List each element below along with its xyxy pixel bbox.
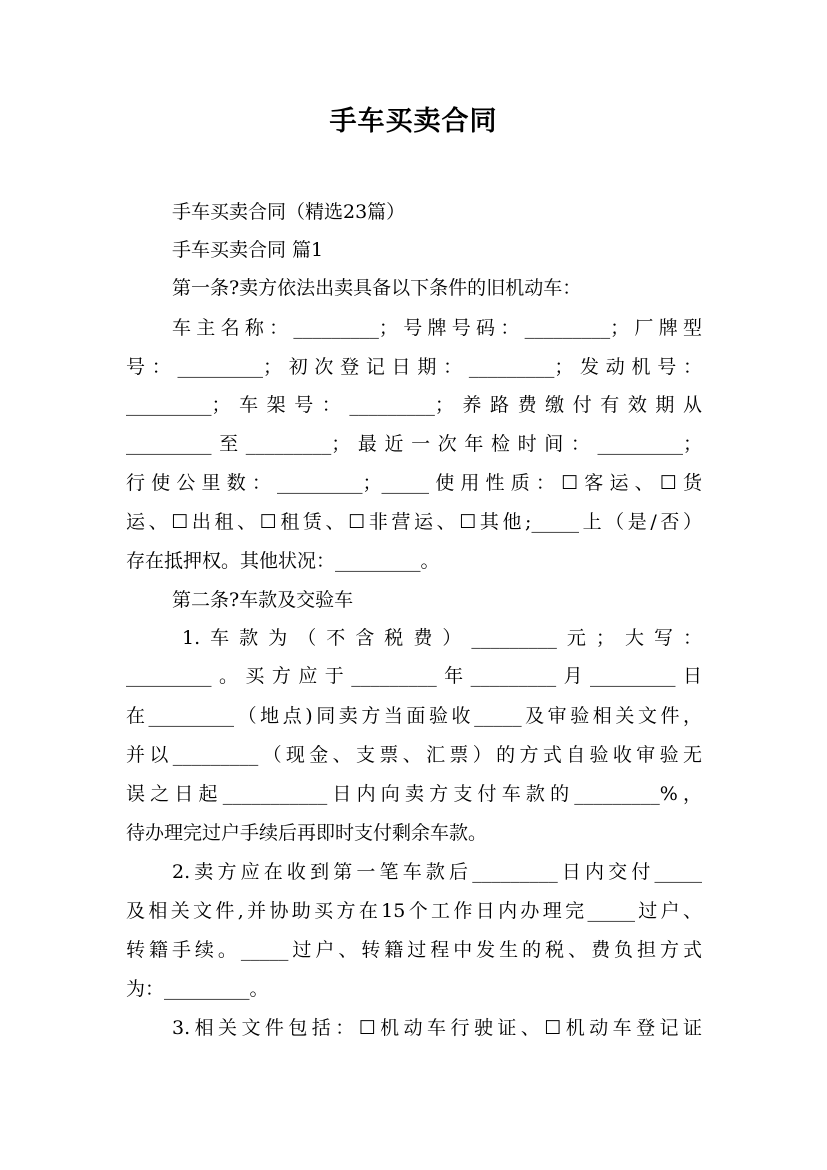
- paragraph-line: _________。买方应于_________年_________月_________日: [126, 665, 702, 687]
- paragraph-line: 并以_________（现金、支票、汇票）的方式自验收审验无: [126, 744, 702, 766]
- paragraph-line: 1.车款为（不含税费）_________元；大写：: [182, 627, 702, 649]
- paragraph-line: 号：_________；初次登记日期：_________；发动机号：: [126, 356, 702, 378]
- paragraph-line: 车主名称：_________；号牌号码：_________；厂牌型: [172, 317, 702, 339]
- subtitle-line: 手车买卖合同（精选23篇）: [172, 201, 406, 223]
- paragraph-line: 在_________（地点)同卖方当面验收_____及审验相关文件，: [126, 705, 702, 727]
- paragraph-line: 误之日起___________日内向卖方支付车款的_________%，: [126, 783, 702, 805]
- paragraph-line: 行使公里数：_________；_____使用性质：☐客运、☐货: [126, 472, 702, 494]
- paragraph-line: _________至_________；最近一次年检时间：_________；: [126, 433, 702, 455]
- paragraph-line: 为：_________。: [126, 978, 269, 1000]
- paragraph-line: 转籍手续。_____过户、转籍过程中发生的税、费负担方式: [126, 939, 702, 961]
- document-title: 手车买卖合同: [329, 106, 498, 137]
- paragraph-line: 待办理完过户手续后再即时支付剩余车款。: [126, 822, 488, 844]
- article-heading: 第二条?车款及交验车: [172, 589, 354, 611]
- section-heading: 手车买卖合同 篇1: [172, 239, 324, 261]
- article-heading: 第一条?卖方依法出卖具备以下条件的旧机动车：: [172, 277, 582, 299]
- paragraph-line: _________；车架号：_________；养路费缴付有效期从: [126, 394, 702, 416]
- paragraph-line: 及相关文件,并协助买方在15个工作日内办理完_____过户、: [126, 900, 702, 922]
- paragraph-line: 3.相关文件包括：☐机动车行驶证、☐机动车登记证: [172, 1017, 702, 1039]
- paragraph-line: 运、☐出租、☐租赁、☐非营运、☐其他;_____上（是/否）: [126, 511, 702, 533]
- paragraph-line: 2.卖方应在收到第一笔车款后_________日内交付_____: [172, 861, 702, 883]
- paragraph-line: 存在抵押权。其他状况：_________。: [126, 550, 440, 572]
